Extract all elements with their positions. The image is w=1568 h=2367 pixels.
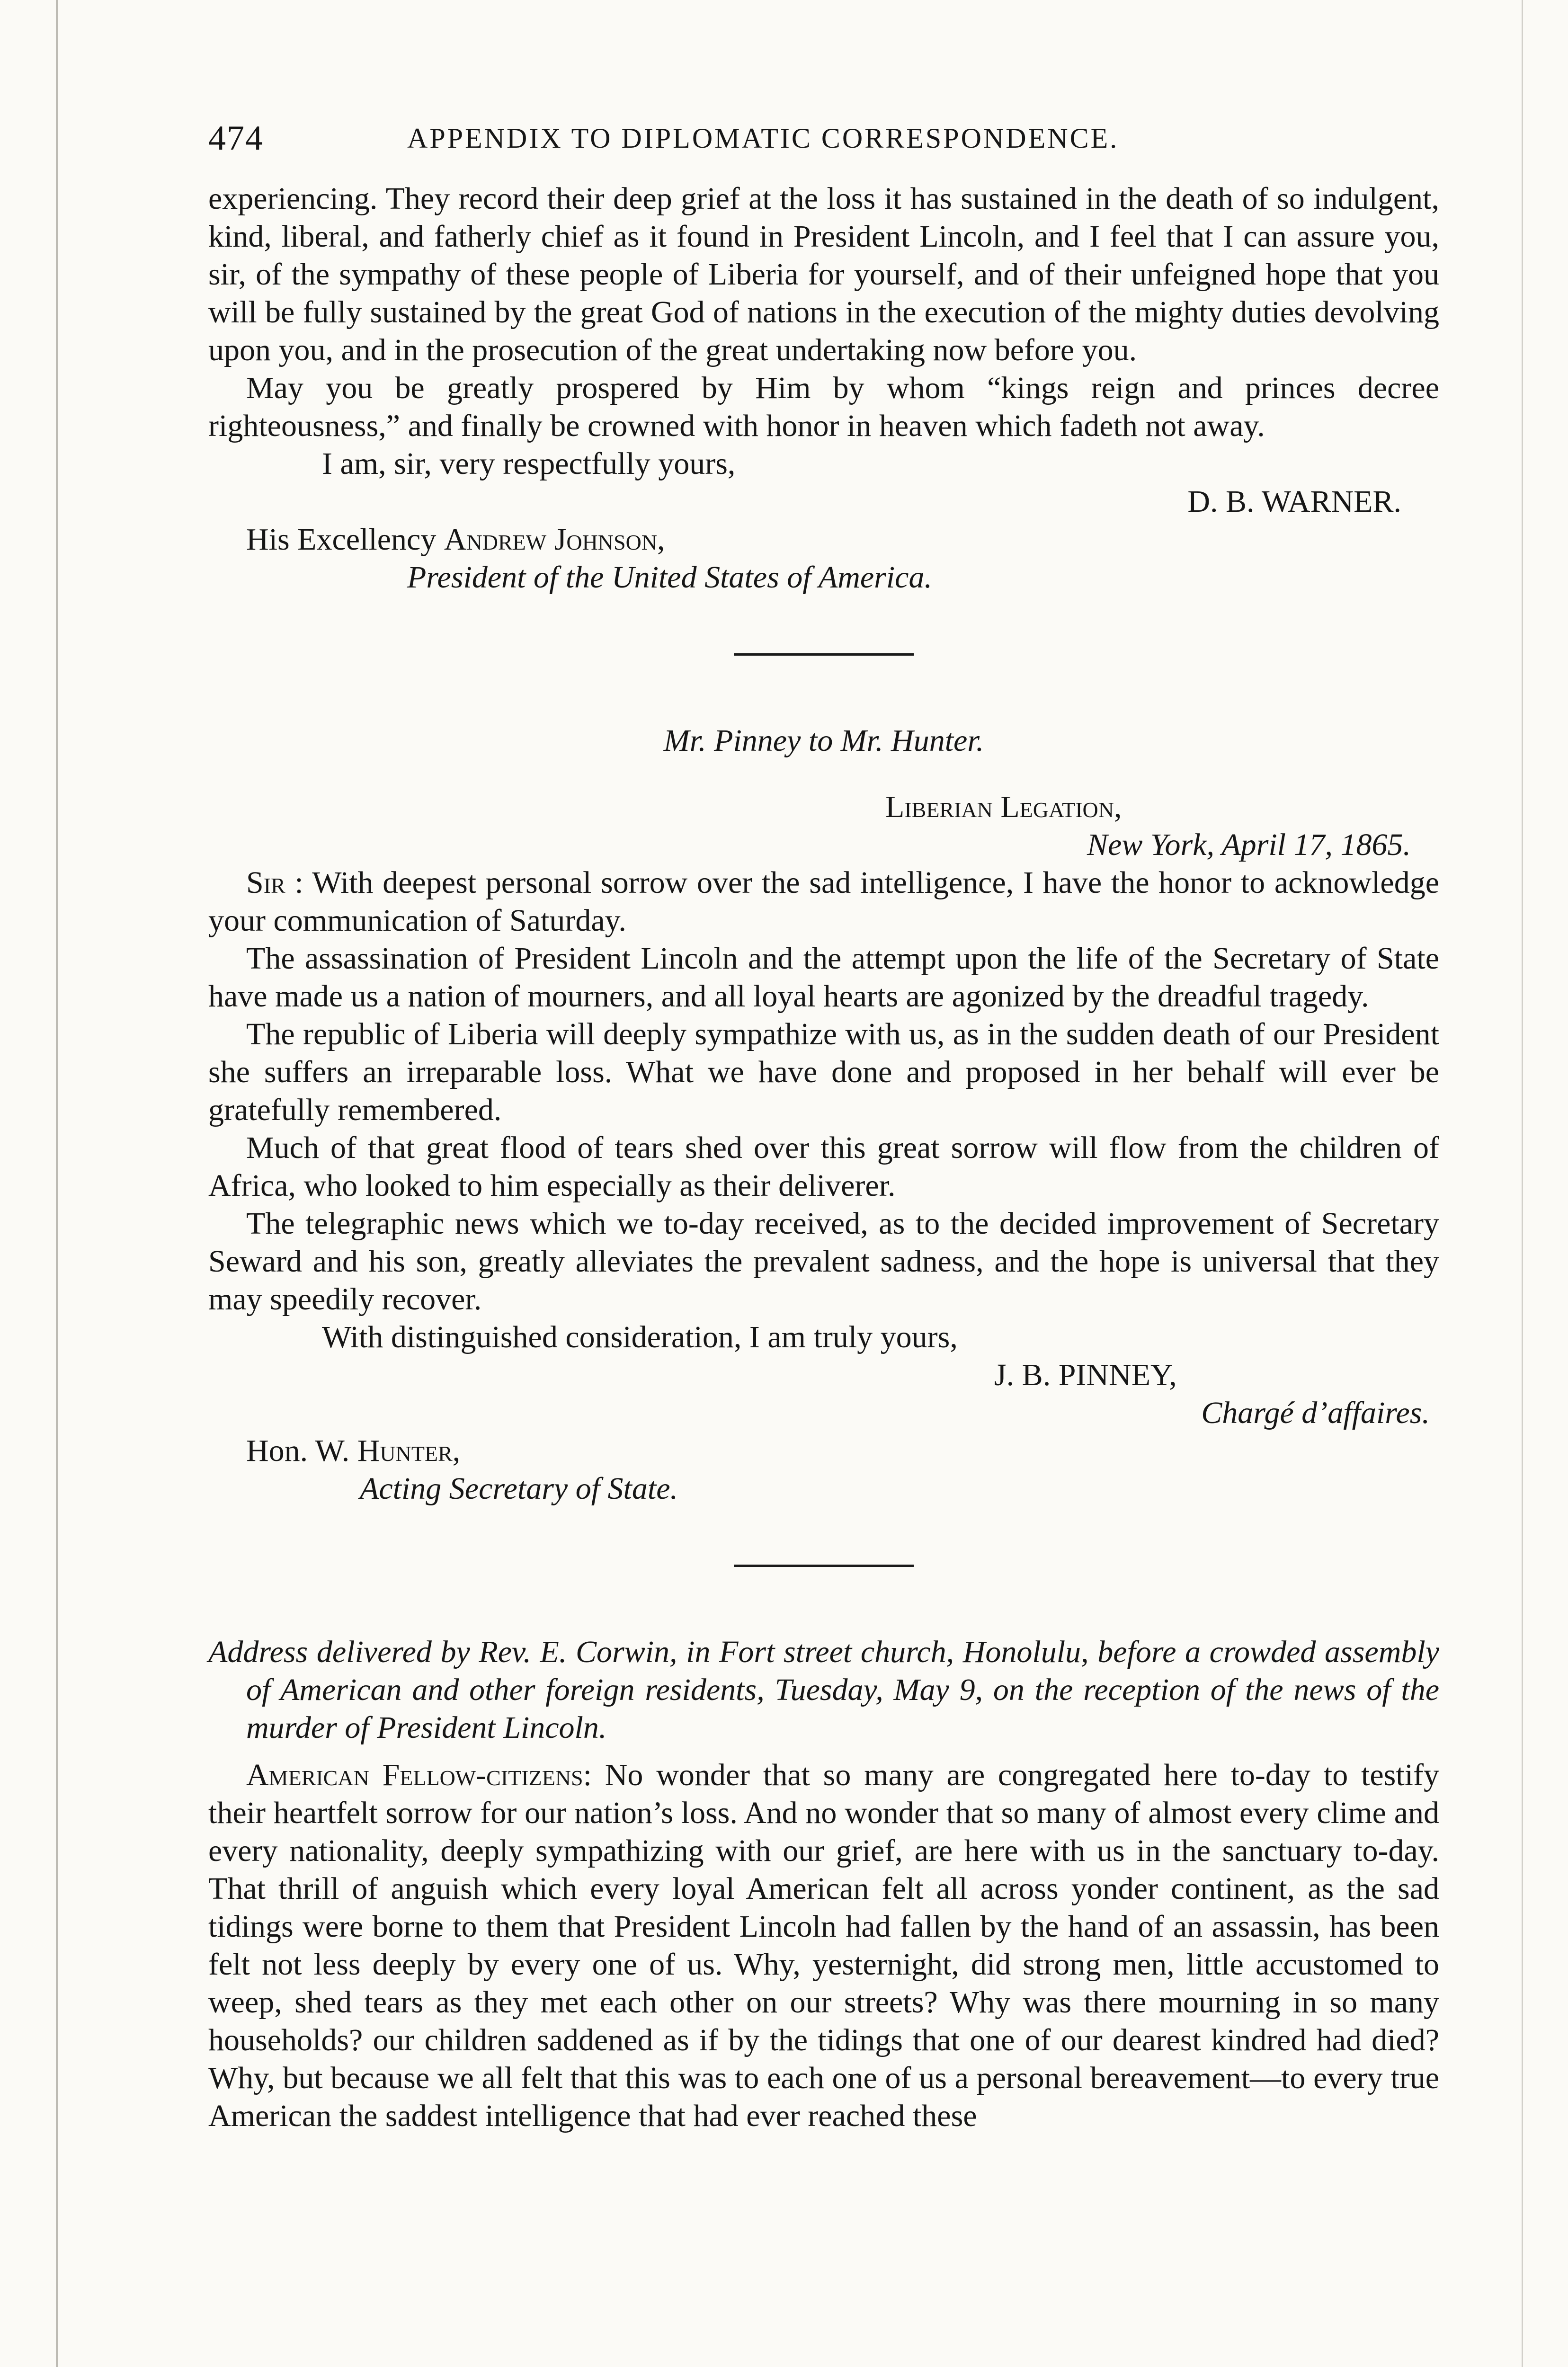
warner-signature: D. B. WARNER. bbox=[1187, 484, 1401, 519]
section-divider bbox=[734, 1565, 914, 1567]
warner-addressee-title: President of the United States of America. bbox=[407, 560, 932, 595]
section-divider bbox=[734, 653, 914, 656]
addressee-prefix: Hon. W. bbox=[246, 1433, 350, 1468]
warner-closing: I am, sir, very respectfully yours, bbox=[322, 446, 736, 481]
warner-letter bbox=[208, 180, 1439, 596]
pinney-letter bbox=[208, 722, 1439, 1508]
letter-date: New York, April 17, 1865. bbox=[1087, 828, 1411, 862]
paragraph-text: No wonder that so many are congregated here to-day to testify their heartfelt sorrow for our nation’s loss. And no wonder that so many of almost every clime and every nationality, deeply sympathizing with our grief, are here with us in the sanctuary to-day. That thrill of anguish which every loyal American felt all across yonder continent, as the sad tidings were borne to them that President Lincoln had fallen by the hand of an assassin, has been felt not less deeply by every one of us. Why, yesternight, did strong men, little accustomed to weep, shed tears as they met each other on our streets? Why was there mourning in so many households? our children saddened as if by the tidings that one of our dearest kindred had died? Why, but because we all felt that this was to each one of us a personal bereavement—to every true American the saddest intelligence that had ever reached these bbox=[208, 1758, 1440, 2133]
pinney-paragraph: The assassination of President Lincoln and the attempt upon the life of the Secretary of State have made us a nation of mourners, and all loyal hearts are agonized by the dreadful tragedy. bbox=[208, 941, 1439, 1014]
letter-heading: Mr. Pinney to Mr. Hunter. bbox=[663, 723, 984, 758]
addressee-prefix: His Excellency bbox=[246, 522, 437, 557]
corwin-address bbox=[208, 1633, 1439, 2135]
pinney-addressee-title: Acting Secretary of State. bbox=[360, 1471, 678, 1506]
pinney-signature: J. B. PINNEY, bbox=[994, 1358, 1177, 1392]
page bbox=[208, 118, 1439, 2135]
pinney-closing: With distinguished consideration, I am truly yours, bbox=[322, 1320, 958, 1354]
address-salutation: American Fellow-citizens: bbox=[246, 1758, 592, 1792]
warner-paragraph: experiencing. They record their deep grief at the loss it has sustained in the death of so indulgent, kind, liberal, and fatherly chief as it found in President Lincoln, and I feel that I can assure you, sir, of the sympathy of these people of Liberia for yourself, and of their unfeigned hope that you will be fully sustained by the great God of nations in the execution of the mighty duties devolving upon you, and in the prosecution of the great undertaking now before you. bbox=[208, 181, 1439, 367]
salutation: Sir : bbox=[246, 865, 303, 900]
pinney-paragraph: Much of that great flood of tears shed over this great sorrow will flow from the children of Africa, who looked to him especially as their deliverer. bbox=[208, 1130, 1439, 1203]
pinney-paragraph bbox=[208, 864, 1439, 940]
warner-addressee bbox=[208, 521, 1439, 559]
warner-paragraph: May you be greatly prospered by Him by whom “kings reign and princes decree righteousness,” and finally be crowned with honor in heaven which fadeth not away. bbox=[208, 371, 1439, 443]
address-heading: Address delivered by Rev. E. Corwin, in Fort street church, Honolulu, before a crowded assembly of American and other foreign residents, Tuesday, May 9, on the reception of the news of the murder of President Lincoln. bbox=[208, 1635, 1439, 1745]
pinney-paragraph: The republic of Liberia will deeply sympathize with us, as in the sudden death of our President she suffers an irreparable loss. What we have done and proposed in her behalf will ever be gratefully remembered. bbox=[208, 1017, 1439, 1127]
scan-edge-left bbox=[56, 0, 58, 2367]
scan-edge-right bbox=[1522, 0, 1523, 2367]
pinney-paragraph: The telegraphic news which we to-day received, as to the decided improvement of Secretary Seward and his son, greatly alleviates the prevalent sadness, and the hope is universal that they may speedily recover. bbox=[208, 1206, 1439, 1317]
letter-place: Liberian Legation, bbox=[885, 790, 1122, 824]
running-title: APPENDIX TO DIPLOMATIC CORRESPONDENCE. bbox=[407, 123, 1119, 154]
page-header bbox=[208, 118, 1439, 170]
pinney-signature-title: Chargé d’affaires. bbox=[1201, 1396, 1430, 1430]
pinney-addressee bbox=[208, 1432, 1439, 1470]
addressee-name: Hunter, bbox=[357, 1433, 461, 1468]
address-paragraph bbox=[208, 1756, 1439, 2135]
page-number: 474 bbox=[208, 119, 264, 158]
paragraph-text: With deepest personal sorrow over the sad intelligence, I have the honor to acknowledge your communication of Saturday. bbox=[208, 865, 1439, 938]
addressee-name: Andrew Johnson, bbox=[444, 522, 665, 557]
